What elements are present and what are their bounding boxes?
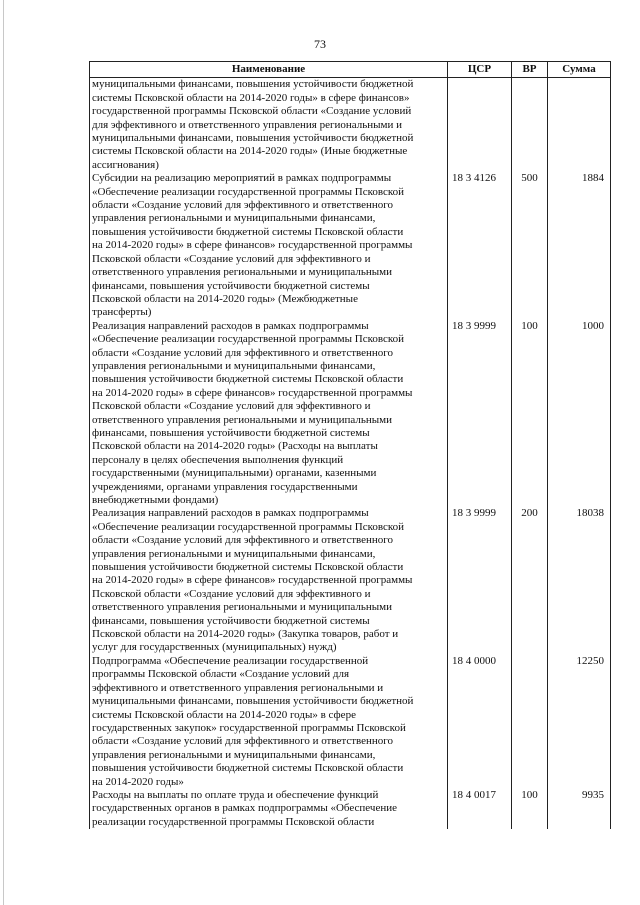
row-vr: 200 [512, 507, 548, 654]
row-csr: 18 3 4126 [448, 172, 512, 319]
table-row [90, 172, 611, 319]
budget-table [89, 61, 611, 829]
row-vr [512, 78, 548, 172]
row-vr [512, 655, 548, 789]
header-vr: ВР [512, 62, 548, 78]
page-number: 73 [314, 37, 326, 51]
row-name: Подпрограмма «Обеспечение реализации государственной программы Псковской области «Создание условий для эффективного и ответственного управления региональными и муниципальными финансами, повышения устойчивости бюджетной системы Псковской области на 2014-2020 годы» в сфере государственных закупок» государственной программы Псковской области «Создание условий для эффективного и ответственного управления региональными и муниципальными финансами, повышения устойчивости бюджетной системы Псковской области на 2014-2020 годы» [90, 655, 448, 789]
row-vr: 100 [512, 789, 548, 829]
row-sum: 1000 [548, 320, 611, 508]
table-row [90, 789, 611, 829]
row-sum: 1884 [548, 172, 611, 319]
row-name: муниципальными финансами, повышения устойчивости бюджетной системы Псковской области на 2014-2020 годы» в сфере финансов» государственной программы Псковской области «Создание условий для эффективного и ответственного управления региональными и муниципальными финансами, повышения устойчивости бюджетной системы Псковской области на 2014-2020 годы» (Иные бюджетные ассигнования) [90, 78, 448, 172]
table-row [90, 507, 611, 654]
row-csr: 18 4 0017 [448, 789, 512, 829]
row-csr [448, 78, 512, 172]
row-name: Реализация направлений расходов в рамках подпрограммы «Обеспечение реализации государственной программы Псковской области «Создание условий для эффективного и ответственного управления региональными и муниципальными финансами, повышения устойчивости бюджетной системы Псковской области на 2014-2020 годы» в сфере финансов» государственной программы Псковской области «Создание условий для эффективного и ответственного управления региональными и муниципальными финансами, повышения устойчивости бюджетной системы Псковской области на 2014-2020 годы» (Закупка товаров, работ и услуг для государственных (муниципальных) нужд) [90, 507, 448, 654]
row-sum: 12250 [548, 655, 611, 789]
row-csr: 18 3 9999 [448, 507, 512, 654]
row-sum: 18038 [548, 507, 611, 654]
row-name: Реализация направлений расходов в рамках подпрограммы «Обеспечение реализации государственной программы Псковской области «Создание условий для эффективного и ответственного управления региональными и муниципальными финансами, повышения устойчивости бюджетной системы Псковской области на 2014-2020 годы» в сфере финансов» государственной программы Псковской области «Создание условий для эффективного и ответственного управления региональными и муниципальными финансами, повышения устойчивости бюджетной системы Псковской области на 2014-2020 годы» (Расходы на выплаты персоналу в целях обеспечения выполнения функций государственными (муниципальными) органами, казенными учреждениями, органами управления государственными внебюджетными фондами) [90, 320, 448, 508]
table-row [90, 320, 611, 508]
row-csr: 18 4 0000 [448, 655, 512, 789]
row-vr: 100 [512, 320, 548, 508]
row-sum: 9935 [548, 789, 611, 829]
page-edge [3, 0, 4, 905]
row-sum [548, 78, 611, 172]
table-header-row [90, 62, 611, 78]
header-name: Наименование [90, 62, 448, 78]
row-csr: 18 3 9999 [448, 320, 512, 508]
row-name: Субсидии на реализацию мероприятий в рамках подпрограммы «Обеспечение реализации государственной программы Псковской области «Создание условий для эффективного и ответственного управления региональными и муниципальными финансами, повышения устойчивости бюджетной системы Псковской области на 2014-2020 годы» в сфере финансов» государственной программы Псковской области «Создание условий для эффективного и ответственного управления региональными и муниципальными финансами, повышения устойчивости бюджетной системы Псковской области на 2014-2020 годы» (Межбюджетные трансферты) [90, 172, 448, 319]
header-csr: ЦСР [448, 62, 512, 78]
table-row [90, 78, 611, 172]
header-sum: Сумма [548, 62, 611, 78]
row-vr: 500 [512, 172, 548, 319]
table-row [90, 655, 611, 789]
row-name: Расходы на выплаты по оплате труда и обеспечение функций государственных органов в рамках подпрограммы «Обеспечение реализации государственной программы Псковской области [90, 789, 448, 829]
